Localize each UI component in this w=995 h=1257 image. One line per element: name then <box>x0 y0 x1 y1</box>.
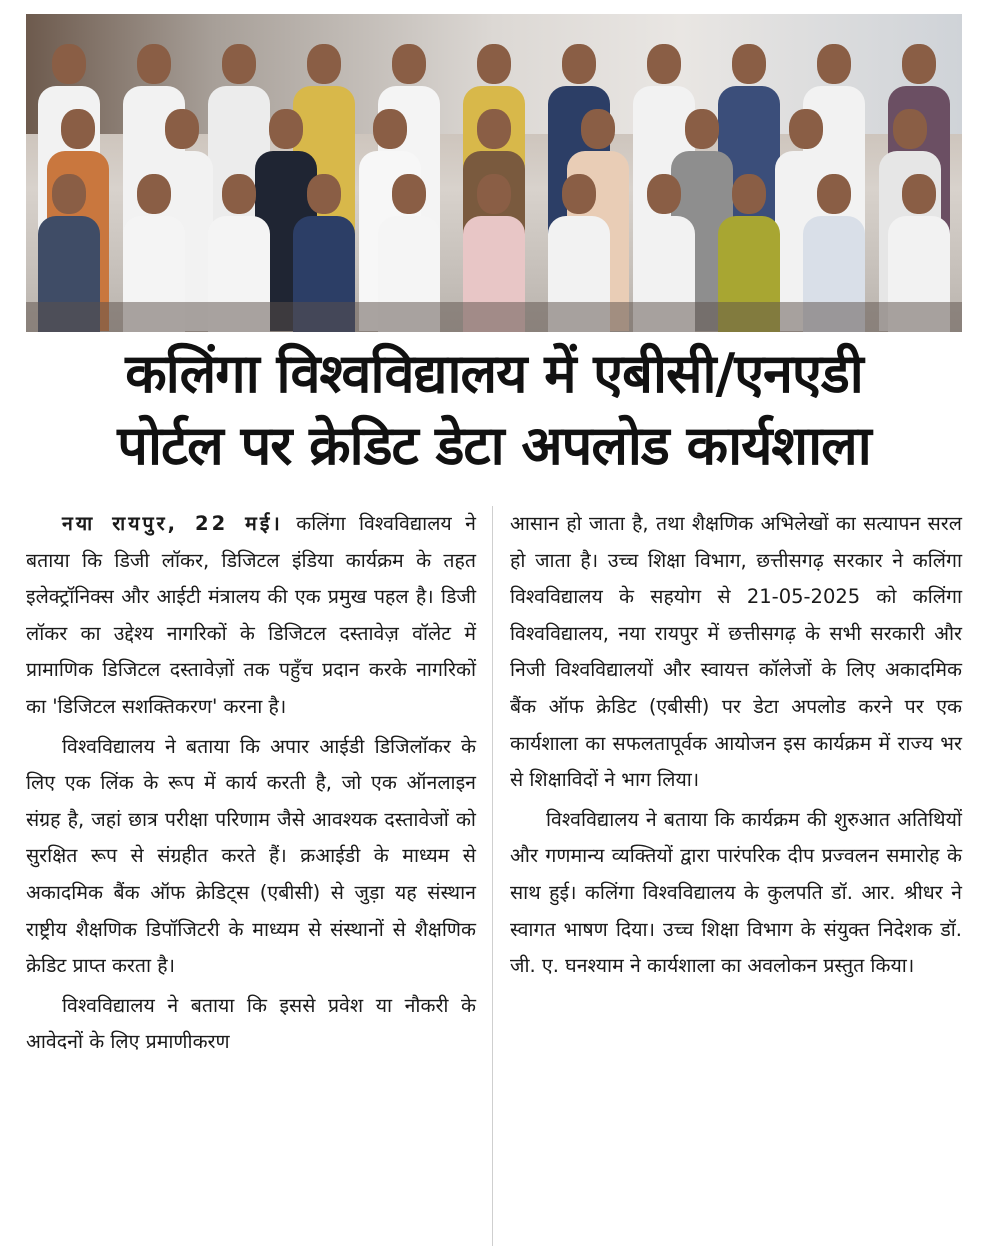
headline-line-1: कलिंगा विश्वविद्यालय में एबीसी/एनएडी <box>125 342 863 405</box>
group-photo <box>26 14 962 332</box>
dateline: नया रायपुर, 22 मई। <box>62 512 283 535</box>
paragraph-text: कलिंगा विश्वविद्यालय ने बताया कि डिजी लॉकर, डिजिटल इंडिया कार्यक्रम के तहत इलेक्ट्रॉनिक्स और आईटी मंत्रालय की एक प्रमुख पहल है। डिजी लॉकर का उद्देश्य नागरिकों के डिजिटल दस्तावेज़ वॉलेट में प्रामाणिक डिजिटल दस्तावेज़ों तक पहुँच प्रदान करके नागरिकों का 'डिजिटल सशक्तिकरण' करना है। <box>26 512 476 718</box>
headline <box>26 338 962 482</box>
column-divider <box>492 506 493 1246</box>
photo-floor <box>26 302 962 332</box>
article-paragraph: विश्वविद्यालय ने बताया कि अपार आईडी डिजिलॉकर के लिए एक लिंक के रूप में कार्य करती है, जो एक ऑनलाइन संग्रह है, जहां छात्र परीक्षा परिणाम जैसे आवश्यक दस्तावेजों को सुरक्षित रूप से संग्रहीत करते हैं। क्रआईडी के माध्यम से अकादमिक बैंक ऑफ क्रेडिट्स (एबीसी) से जुड़ा यह संस्थान राष्ट्रीय शैक्षणिक डिपॉजिटरी के माध्यम से संस्थानों से शैक्षणिक क्रेडिट प्राप्त करता है। <box>26 734 476 978</box>
article-paragraph: आसान हो जाता है, तथा शैक्षणिक अभिलेखों का सत्यापन सरल हो जाता है। उच्च शिक्षा विभाग, छत्तीसगढ़ सरकार ने कलिंगा विश्वविद्यालय के सहयोग से 21-05-2025 को कलिंगा विश्वविद्यालय, नया रायपुर में छत्तीसगढ़ के सभी सरकारी और निजी विश्वविद्यालयों और स्वायत्त कॉलेजों के लिए अकादमिक बैंक ऑफ क्रेडिट (एबीसी) पर डेटा अपलोड करने पर एक कार्यशाला का सफलतापूर्वक आयोजन इस कार्यक्रम में राज्य भर से शिक्षाविदों ने भाग लिया। <box>510 512 962 792</box>
article-paragraph <box>26 506 476 726</box>
headline-line-2: पोर्टल पर क्रेडिट डेटा अपलोड कार्यशाला <box>117 414 871 477</box>
article-left-column <box>26 506 476 1061</box>
article-paragraph: विश्वविद्यालय ने बताया कि कार्यक्रम की शुरुआत अतिथियों और गणमान्य व्यक्तियों द्वारा पारंपरिक दीप प्रज्वलन समारोह के साथ हुई। कलिंगा विश्वविद्यालय के कुलपति डॉ. आर. श्रीधर ने स्वागत भाषण दिया। उच्च शिक्षा विभाग के संयुक्त निदेशक डॉ. जी. ए. घनश्याम ने कार्यशाला का अवलोकन प्रस्तुत किया। <box>510 807 962 978</box>
article-right-column <box>510 506 962 985</box>
article-paragraph: विश्वविद्यालय ने बताया कि इससे प्रवेश या नौकरी के आवेदनों के लिए प्रमाणीकरण <box>26 993 476 1054</box>
